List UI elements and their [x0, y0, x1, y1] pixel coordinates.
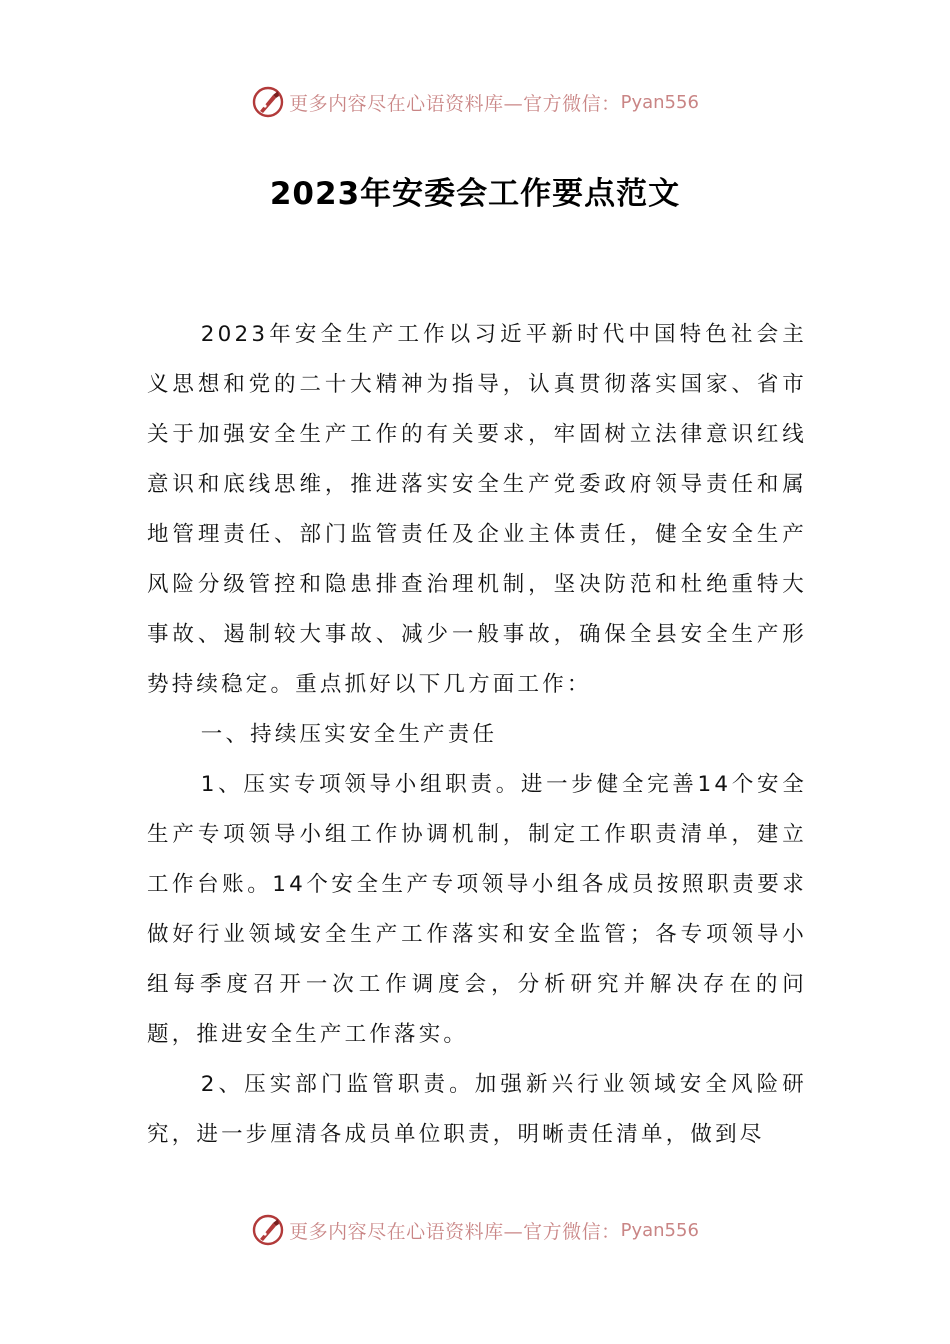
watermark-text: 更多内容尽在心语资料库—官方微信：	[289, 1220, 621, 1243]
watermark-banner-top	[0, 82, 950, 122]
document-title: 2023年安委会工作要点范文	[269, 176, 681, 212]
body-paragraph: 1、压实专项领导小组职责。进一步健全完善14个安全生产专项领导小组工作协调机制，制定工作职责清单，建立工作台账。14个安全生产专项领导小组各成员按照职责要求做好行业领域安全生产工作落实和安全监管；各专项领导小组每季度召开一次工作调度会，分析研究并解决存在的问题，推进安全生产工作落实。	[147, 772, 807, 1047]
body-paragraph: 2、压实部门监管职责。加强新兴行业领域安全风险研究，进一步厘清各成员单位职责，明晰责任清单，做到尽	[147, 1072, 807, 1147]
watermark-wechat-id: Pyan556	[620, 1219, 699, 1241]
intro-paragraph: 2023年安全生产工作以习近平新时代中国特色社会主义思想和党的二十大精神为指导，认真贯彻落实国家、省市关于加强安全生产工作的有关要求，牢固树立法律意识红线意识和底线思维，推进落实安全生产党委政府领导责任和属地管理责任、部门监管责任及企业主体责任，健全安全生产风险分级管控和隐患排查治理机制，坚决防范和杜绝重特大事故、遏制较大事故、减少一般事故，确保全县安全生产形势持续稳定。重点抓好以下几方面工作：	[147, 322, 807, 697]
document-body	[147, 310, 807, 1160]
watermark-text: 更多内容尽在心语资料库—官方微信：	[289, 92, 621, 115]
section-heading: 一、持续压实安全生产责任	[200, 722, 498, 747]
pen-nib-logo-icon	[251, 85, 285, 119]
watermark-wechat-id: Pyan556	[620, 91, 699, 113]
watermark-banner-bottom	[0, 1210, 950, 1250]
pen-nib-logo-icon	[251, 1213, 285, 1247]
